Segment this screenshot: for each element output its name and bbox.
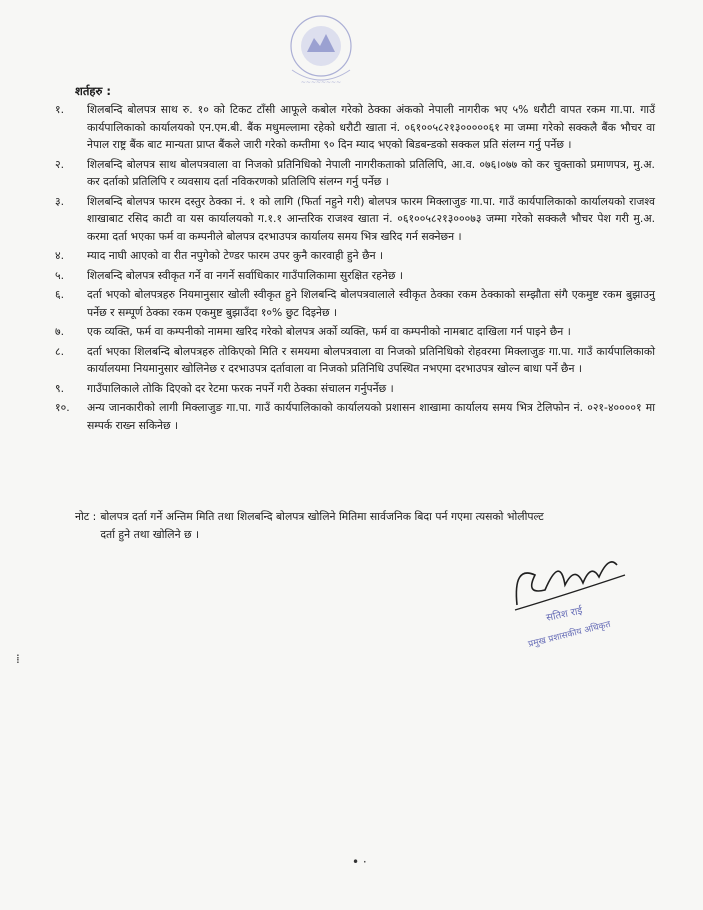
item-number: ८. (55, 344, 65, 358)
terms-heading: शर्तहरु : (75, 84, 111, 98)
note-line-2: दर्ता हुने तथा खोलिने छ । (100, 528, 200, 541)
item-number: १. (55, 103, 65, 116)
list-item (55, 399, 655, 434)
item-number: ६. (55, 288, 65, 301)
item-number: २. (55, 157, 65, 171)
signatory-title: प्रमुख प्रशासकीय अधिकृत (527, 619, 612, 650)
signature-stamp (505, 535, 655, 655)
item-text: अन्य जानकारीको लागी मिक्लाजुङ गा.पा. गाउँ कार्यपालिकाको कार्यालयको प्रशासन शाखामा कार्यालय समय भित्र टेलिफोन नं. ०२१-४००००१ मा सम्पर्क राख्न सकिनेछ । (87, 401, 655, 432)
svg-text:~~~~~~~~: ~~~~~~~~ (300, 79, 342, 86)
item-number: ३. (55, 194, 65, 208)
list-item (55, 247, 655, 265)
list-item (55, 343, 655, 378)
item-text: दर्ता भएका शिलबन्दि बोलपत्रहरु तोकिएको मिति र समयमा बोलपत्रवाला वा निजको प्रतिनिधिको रोहवरमा मिक्लाजुङ गा.पा. गाउँ कार्यपालिकाको कार्यालयमा नियमानुसार खोलिनेछ र दरभाउपत्र दर्तावाला वा निजको प्रतिनिधि उपस्थित नभएमा दरभाउपत्र खोल्न बाधा पर्ने छैन । (87, 344, 655, 375)
item-text: शिलबन्दि बोलपत्र फारम दस्तुर ठेक्का नं. १ को लागि (फिर्ता नहुने गरी) बोलपत्र फारम मिक्लाजुङ गा.पा. गाउँ कार्यपालिकाको कार्यालयको राजश्व शाखाबाट रसिद काटी वा यस कार्यालयको ग.१.१ आन्तरिक राजश्व खाता नं. ०६१००५८२१३०००७३ जम्मा गरेको सक्कलै भौचर पेश गरी मु.अ. करमा दर्ता भएका फर्म वा कम्पनीले बोलपत्र दरभाउपत्र कार्यालय समय भित्र खरिद गर्न सक्नेछन । (87, 194, 655, 243)
item-number: ४. (55, 249, 65, 262)
list-item (55, 323, 655, 341)
government-seal-stamp (274, 8, 368, 92)
signatory-name: सतिश राई (545, 605, 584, 624)
item-text: दर्ता भएको बोलपत्रहरु नियमानुसार खोली स्वीकृत हुने शिलबन्दि बोलपत्रवालाले स्वीकृत ठेक्का रकम ठेक्काको सम्झौता संगै एकमुष्ट रकम बुझाउनु पर्नेछ र सम्पूर्ण ठेक्का रकम एकमुष्ट बुझाउँदा १०% छुट दिइनेछ । (87, 288, 655, 319)
item-text: म्याद नाघी आएको वा रीत नपुगेको टेण्डर फारम उपर कुनै कारवाही हुने छैन । (87, 249, 384, 262)
item-text: गाउँपालिकाले तोकि दिएको दर रेटमा फरक नपर्ने गरी ठेक्का संचालन गर्नुपर्नेछ । (87, 381, 394, 395)
item-number: ९. (55, 381, 65, 395)
bottom-dot-mark: • · (352, 855, 367, 869)
terms-list (55, 101, 655, 436)
item-text: शिलबन्दि बोलपत्र स्वीकृत गर्ने वा नगर्ने सर्वाधिकार गाउँपालिकामा सुरक्षित रहनेछ । (87, 268, 403, 282)
item-number: ७. (55, 325, 65, 338)
margin-mark: ⁞ (16, 652, 20, 666)
item-text: शिलबन्दि बोलपत्र साथ रु. १० को टिकट टाँसी आफूले कबोल गरेको ठेक्का अंकको नेपाली नागरीक भए ५% धरौटी वापत रकम गा.पा. गाउँ कार्यपालिकाको कार्यालयको एन.एम.बी. बैंक मधुमल्लामा रहेको धरौटी खाता नं. ०६१००५८२१३०००००६१ मा जम्मा गरेको सक्कलै बैंक भौचर वा नेपाल राष्ट्र बैंक बाट मान्यता प्राप्त बैंकले जारी गरेको कम्तीमा ९० दिन म्याद भएको बिडबन्डको सक्कल प्रति संलग्न गर्नु पर्नेछ । (87, 103, 655, 151)
item-number: १०. (55, 401, 70, 414)
list-item (55, 380, 655, 398)
list-item (55, 286, 655, 321)
item-number: ५. (55, 268, 65, 282)
list-item (55, 267, 655, 285)
list-item (55, 193, 655, 246)
note-label: नोट : (75, 510, 97, 523)
item-text: एक व्यक्ति, फर्म वा कम्पनीको नाममा खरिद गरेको बोलपत्र अर्को व्यक्ति, फर्म वा कम्पनीको नामबाट दाखिला गर्न पाइने छैन । (87, 325, 571, 338)
note-line-1: बोलपत्र दर्ता गर्ने अन्तिम मिति तथा शिलबन्दि बोलपत्र खोलिने मितिमा सार्वजनिक बिदा पर्न गएमा त्यसको भोलीपल्ट (100, 510, 544, 523)
list-item (55, 101, 655, 154)
list-item (55, 156, 655, 191)
item-text: शिलबन्दि बोलपत्र साथ बोलपत्रवाला वा निजको प्रतिनिधिको नेपाली नागरीकताको प्रतिलिपि, आ.व. ०७६।०७७ को कर चुक्ताको प्रमाणपत्र, मु.अ. कर दर्ताको प्रतिलिपि र व्यवसाय दर्ता नविकरणको प्रतिलिपि संलग्न गर्नु पर्नेछ । (87, 157, 655, 188)
